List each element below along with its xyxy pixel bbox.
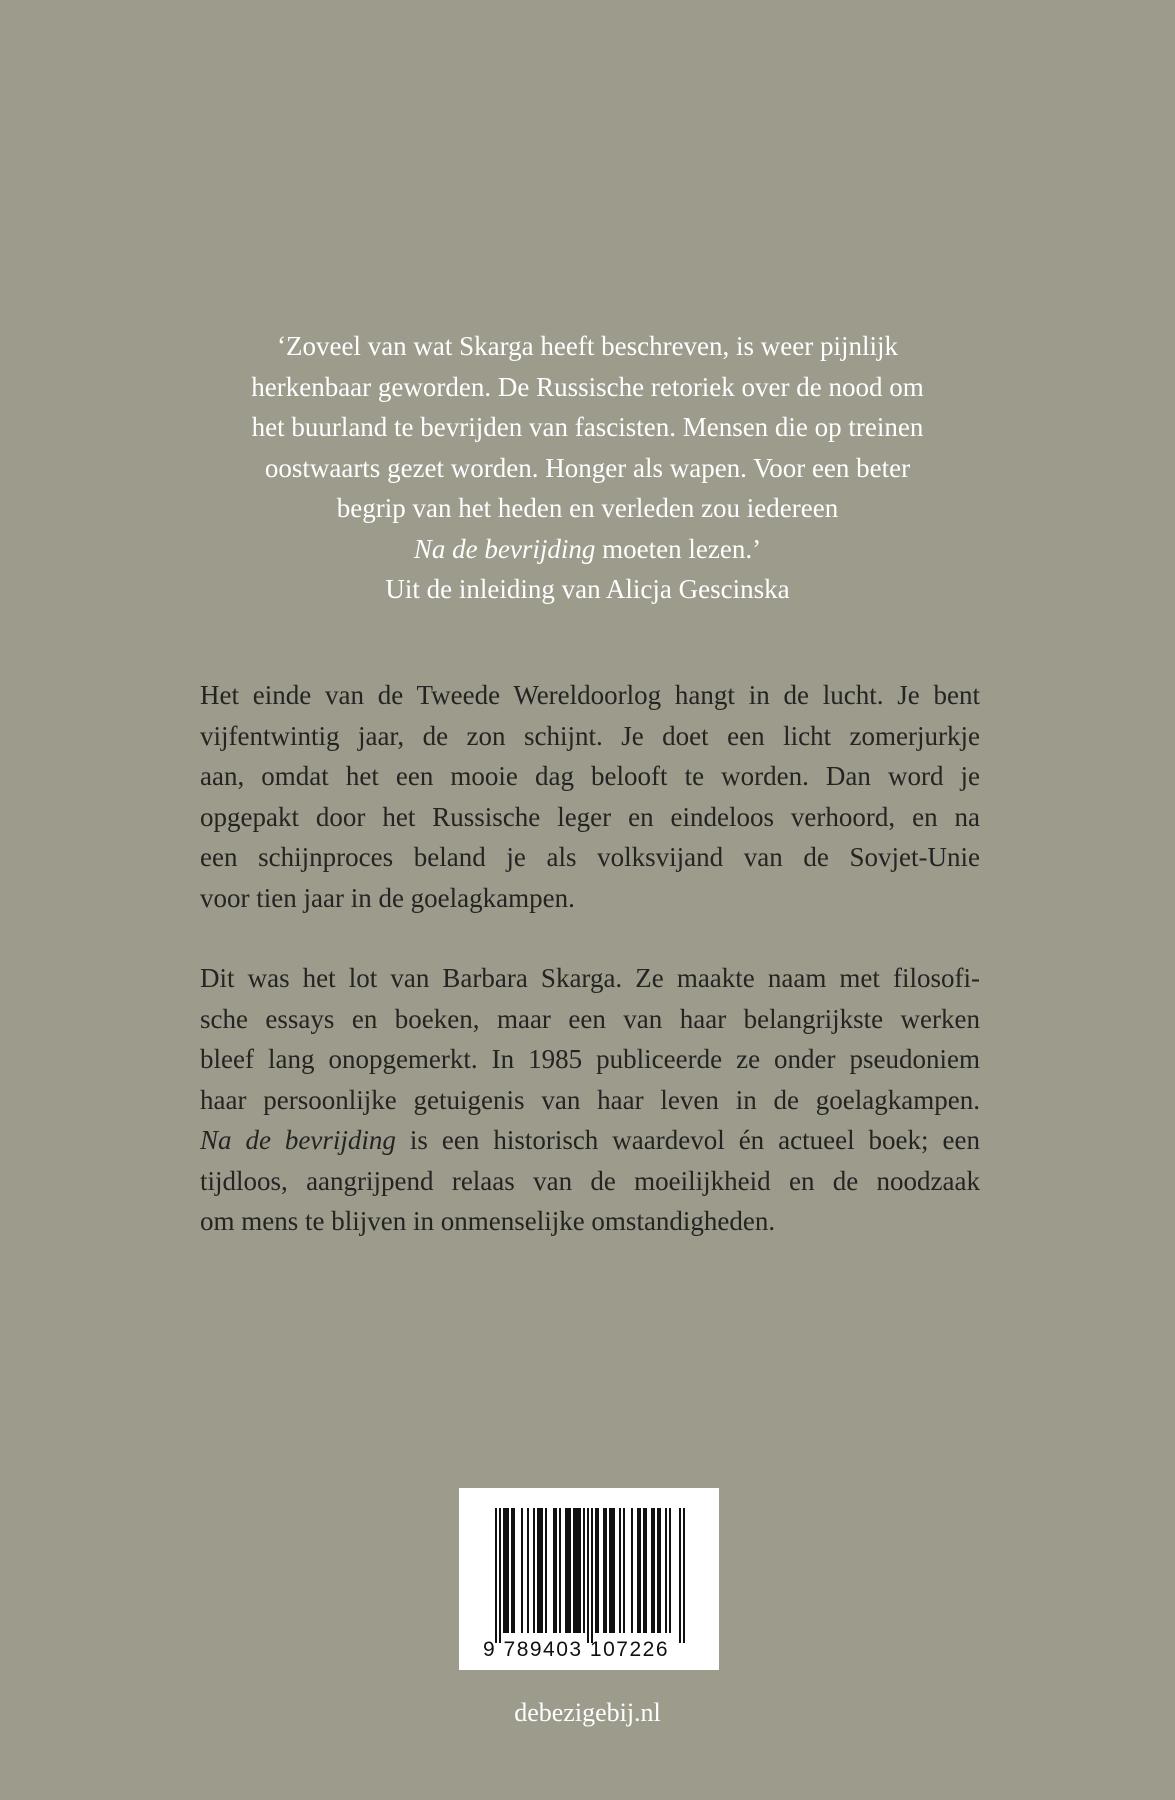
barcode-bar [603,1508,607,1633]
barcode-bar [533,1508,535,1633]
barcode-bar [521,1508,523,1633]
barcode-bar [545,1508,547,1633]
paragraph-line [200,1120,980,1161]
paragraph-line: sche essays en boeken, maar een van haar belangrijkste werken [200,1003,980,1034]
paragraph-line: aan, omdat het een mooie dag belooft te worden. Dan word je [200,761,980,791]
publisher-website: debezigebij.nl [514,1698,661,1727]
barcode-bar [669,1508,671,1633]
barcode-bar [503,1508,509,1633]
book-title-italic: Na de bevrijding [413,533,596,564]
paragraph-line: vijfentwintig jaar, de zon schijnt. Je doet een licht zomerjurkje [200,720,980,751]
barcode-bar [657,1508,661,1633]
barcode-bar [619,1508,621,1633]
paragraph-line: bleef lang onopgemerkt. In 1985 publiceerde ze onder pseudoniem [200,1044,980,1074]
barcode-bar [559,1508,561,1633]
barcode-bar [537,1508,543,1633]
quote-line: oostwaarts gezet worden. Honger als wapen. Voor een beter [264,452,911,483]
paragraph-line: haar persoonlijke getuigenis van haar leven in de goelagkampen. [200,1084,980,1115]
quote-line: het buurland te bevrijden van fascisten. Mensen die op treinen [251,412,924,442]
barcode-bar [553,1508,557,1633]
isbn-number: 9 789403 107226 [483,1638,669,1661]
barcode-bar [609,1508,615,1633]
description-paragraph-1 [200,675,980,918]
paragraph-line: voor tien jaar in de goelagkampen. [200,882,575,913]
quote-line: ‘Zoveel van wat Skarga heeft beschreven, is weer pijnlijk [276,331,899,361]
barcode-bar [527,1508,529,1633]
barcode-bar [591,1508,593,1643]
paragraph-line: tijdloos, aangrijpend relaas van de moeilijkheid en de noodzaak [200,1165,980,1196]
barcode-bar [631,1508,633,1633]
barcode-bar [623,1508,625,1633]
barcode-bar [679,1508,681,1643]
barcode-bar [595,1508,599,1633]
paragraph-line: Dit was het lot van Barbara Skarga. Ze maakte naam met filosofi- [200,963,980,993]
quote-line: herkenbaar geworden. De Russische retoriek over de nood om [251,371,924,402]
description-paragraph-2 [200,958,980,1242]
barcode-bar [683,1508,685,1643]
barcode-bar [651,1508,655,1633]
blurb-quote [150,326,1025,610]
quote-line-rest: moeten lezen.’ [595,533,762,564]
barcode-bar [495,1508,497,1643]
paragraph-line: opgepakt door het Russische leger en eindeloos verhoord, en na [200,801,980,832]
barcode-bar [565,1508,571,1633]
paragraph-line: een schijnproces beland je als volksvijand van de Sovjet-Unie [200,842,980,872]
paragraph-line-rest: is een historisch waardevol én actueel boek; een [395,1125,980,1155]
barcode-bar [665,1508,667,1633]
barcode-bar [499,1508,501,1643]
quote-line [150,529,1025,570]
isbn-barcode [459,1488,719,1670]
paragraph-line: Het einde van de Tweede Wereldoorlog hangt in de lucht. Je bent [200,680,980,710]
barcode-bar [583,1508,585,1633]
quote-attribution: Uit de inleiding van Alicja Gescinska [385,574,790,604]
barcode-bar [511,1508,515,1633]
barcode-bar [573,1508,581,1633]
book-title-italic: Na de bevrijding [200,1125,396,1155]
barcode-bar [637,1508,641,1633]
barcode-bar [643,1508,647,1633]
quote-line: begrip van het heden en verleden zou iedereen [336,493,839,523]
barcode-bar [587,1508,589,1643]
paragraph-line: om mens te blijven in onmenselijke omstandigheden. [200,1206,776,1236]
